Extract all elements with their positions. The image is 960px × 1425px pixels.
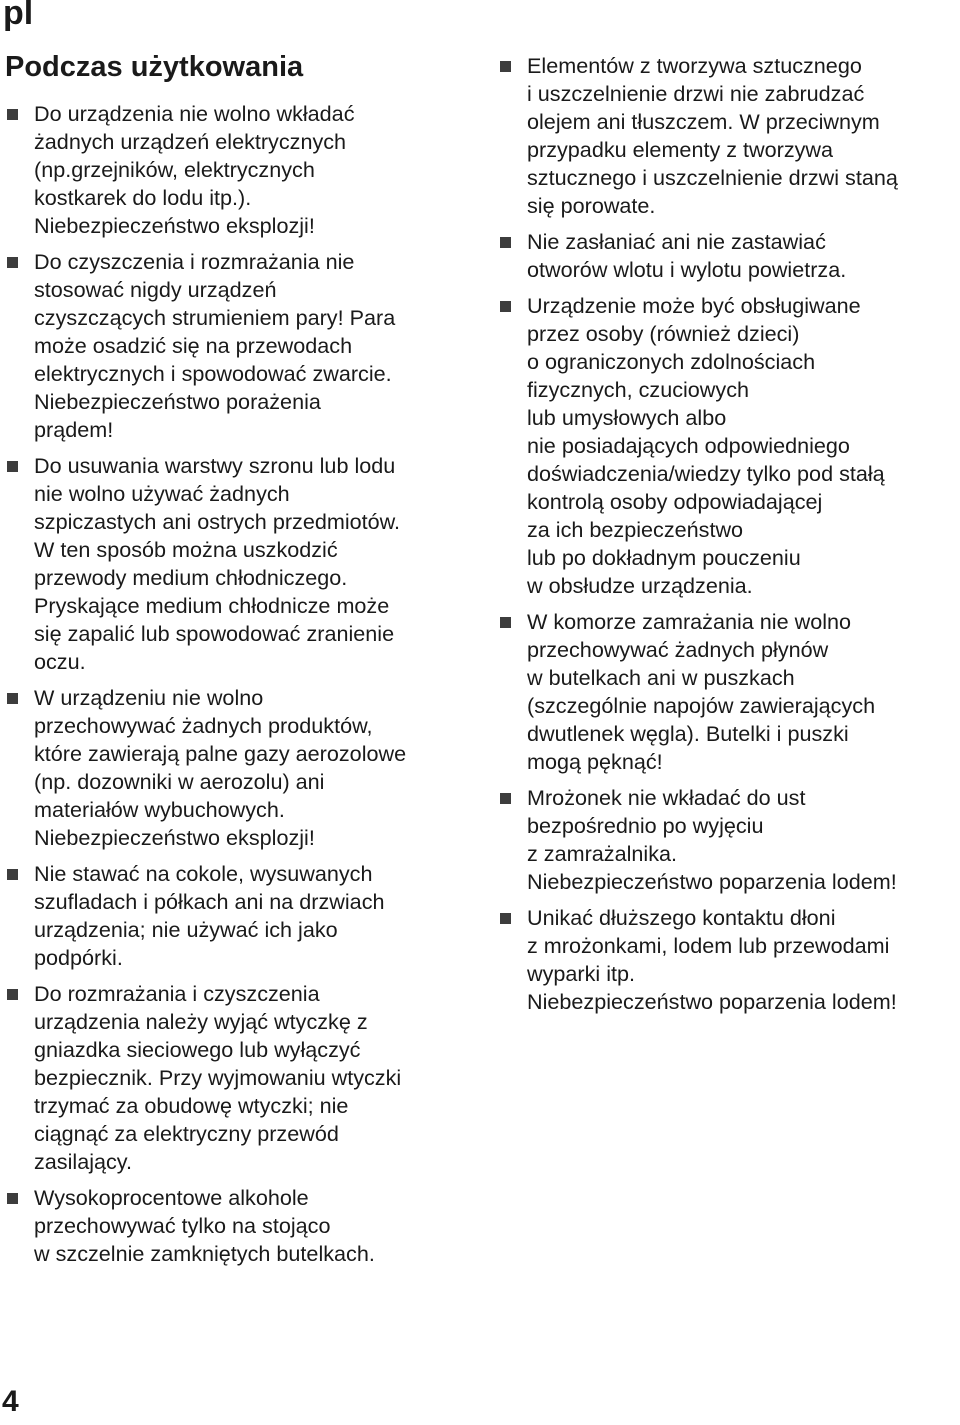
square-bullet-icon (500, 793, 511, 804)
list-item-text: W komorze zamrażania nie wolno przechowywać żadnych płynów w butelkach ani w puszkach (szczególnie napojów zawierających dwutlenek węgla). Butelki i puszki mogą pęknąć! (527, 609, 876, 774)
list-item-text: Urządzenie może być obsługiwane przez osoby (również dzieci) o ograniczonych zdolnościach fizycznych, czuciowych lub umysłowych albo nie posiadających odpowiedniego doświadczenia/wiedzy tylko pod stałą kontrolą osoby odpowiadającej za ich bezpieczeństwo lub po dokładnym pouczeniu w obsłudze urządzenia. (527, 293, 885, 598)
list-item (4, 100, 466, 240)
list-item-text: Do usuwania warstwy szronu lub lodu nie wolno używać żadnych szpiczastych ani ostrych przedmiotów. W ten sposób można uszkodzić przewody medium chłodniczego. Pryskające medium chłodnicze może się zapalić lub spowodować zranienie oczu. (34, 453, 401, 674)
list-item (4, 452, 466, 676)
section-title: Podczas użytkowania (5, 51, 304, 83)
square-bullet-icon (500, 617, 511, 628)
square-bullet-icon (7, 461, 18, 472)
list-item (497, 904, 957, 1016)
list-item-text: W urządzeniu nie wolno przechowywać żadnych produktów, które zawierają palne gazy aerozolowe (np. dozowniki w aerozolu) ani materiałów wybuchowych. Niebezpieczeństwo eksplozji! (34, 685, 407, 850)
left-column-list (4, 100, 466, 1276)
list-item (497, 784, 957, 896)
square-bullet-icon (7, 989, 18, 1000)
square-bullet-icon (7, 1193, 18, 1204)
list-item (4, 980, 466, 1176)
list-item (497, 228, 957, 284)
list-item (497, 292, 957, 600)
page-number: 4 (2, 1385, 19, 1418)
list-item (4, 248, 466, 444)
list-item-text: Elementów z tworzywa sztucznego i uszczelnienie drzwi nie zabrudzać olejem ani tłuszczem. W przeciwnym przypadku elementy z tworzywa sztucznego i uszczelnienie drzwi staną się porowate. (527, 53, 898, 218)
list-item (497, 52, 957, 220)
list-item-text: Unikać dłuższego kontaktu dłoni z mrożonkami, lodem lub przewodami wyparki itp. Niebezpieczeństwo poparzenia lodem! (527, 905, 897, 1014)
square-bullet-icon (7, 869, 18, 880)
square-bullet-icon (500, 913, 511, 924)
list-item (4, 860, 466, 972)
list-item-text: Do rozmrażania i czyszczenia urządzenia należy wyjąć wtyczkę z gniazdka sieciowego lub wyłączyć bezpiecznik. Przy wyjmowaniu wtyczki trzymać za obudowę wtyczki; nie ciągnąć za elektryczny przewód zasilający. (34, 981, 402, 1174)
square-bullet-icon (500, 301, 511, 312)
square-bullet-icon (7, 693, 18, 704)
language-tag: pl (3, 0, 34, 32)
square-bullet-icon (500, 237, 511, 248)
list-item-text: Wysokoprocentowe alkohole przechowywać tylko na stojąco w szczelnie zamkniętych butelkach. (34, 1185, 375, 1266)
list-item-text: Do urządzenia nie wolno wkładać żadnych urządzeń elektrycznych (np.grzejników, elektrycznych kostkarek do lodu itp.). Niebezpieczeństwo eksplozji! (34, 101, 355, 238)
square-bullet-icon (7, 109, 18, 120)
list-item (4, 684, 466, 852)
square-bullet-icon (500, 61, 511, 72)
list-item-text: Nie zasłaniać ani nie zastawiać otworów wlotu i wylotu powietrza. (527, 229, 847, 282)
square-bullet-icon (7, 257, 18, 268)
list-item (4, 1184, 466, 1268)
list-item-text: Mrożonek nie wkładać do ust bezpośrednio po wyjęciu z zamrażalnika. Niebezpieczeństwo poparzenia lodem! (527, 785, 897, 894)
list-item-text: Nie stawać na cokole, wysuwanych szufladach i półkach ani na drzwiach urządzenia; nie używać ich jako podpórki. (34, 861, 385, 970)
list-item-text: Do czyszczenia i rozmrażania nie stosować nigdy urządzeń czyszczących strumieniem pary! Para może osadzić się na przewodach elektrycznych i spowodować zwarcie. Niebezpieczeństwo porażenia prądem! (34, 249, 396, 442)
list-item (497, 608, 957, 776)
right-column-list (497, 52, 957, 1024)
